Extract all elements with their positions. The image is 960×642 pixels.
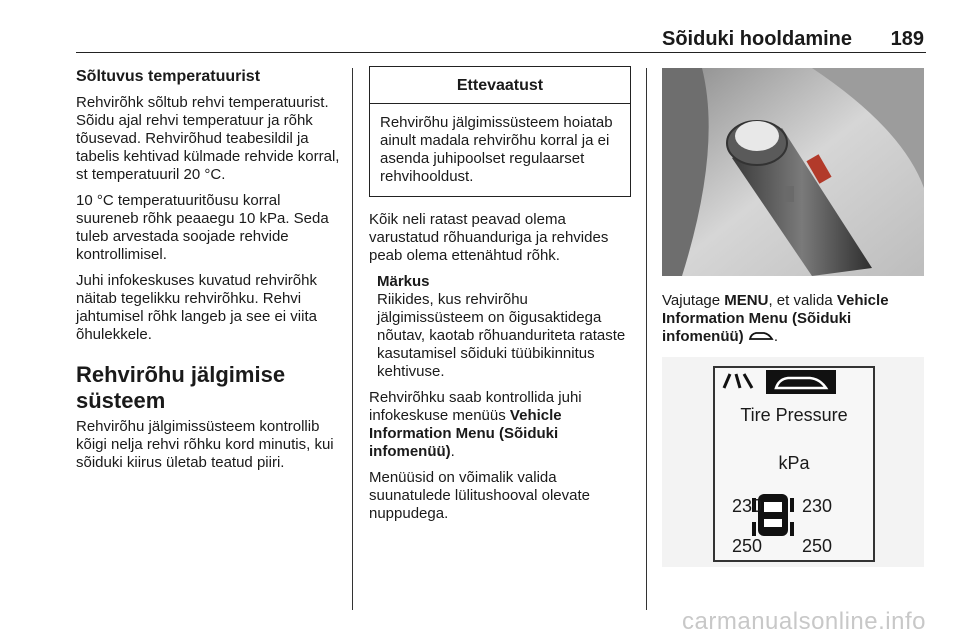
front-right-pressure: 230 <box>802 496 833 516</box>
stalk-switch-photo <box>662 68 924 276</box>
header-rule <box>76 52 926 53</box>
paragraph: Rehvirõhk sõltub rehvi temperatuurist. Sõidu ajal rehvi temperatuur ja rõhk tõusevad. Rehvirõhud teabesildil ja tabelis kehtivad külmade rehvide korral, st temperatuuril 20 °C. <box>76 94 340 183</box>
rear-left-pressure: 250 <box>732 536 763 556</box>
warning-box <box>369 66 631 197</box>
note-body: Riikides, kus rehvirõhu jälgimissüsteem on õigusaktidega nõutav, kaotab rõhuanduriteta rataste kasutamisel sõiduki tüübikinnitus kehtivuse. <box>377 291 626 380</box>
column-divider <box>352 68 353 610</box>
column-3-text <box>662 292 926 354</box>
tire-pressure-display <box>662 357 924 567</box>
note-title: Märkus <box>377 273 430 290</box>
text: Vajutage <box>662 292 725 309</box>
section-heading-temperature: Sõltuvus temperatuurist <box>76 68 261 85</box>
display-title: Tire Pressure <box>740 405 848 425</box>
paragraph <box>662 292 926 346</box>
section-heading-tpms: Rehvirõhu jälgimise süsteem <box>76 362 286 413</box>
page-number: 189 <box>890 28 924 50</box>
column-divider <box>646 68 647 610</box>
text: , et valida <box>768 292 837 309</box>
front-left-pressure: 230 <box>732 496 763 516</box>
rear-right-pressure: 250 <box>802 536 833 556</box>
column-1 <box>76 68 342 480</box>
watermark: carmanualsonline.info <box>682 608 926 635</box>
warning-title: Ettevaatust <box>370 67 630 104</box>
column-2 <box>369 66 631 531</box>
paragraph <box>369 389 631 461</box>
text: . <box>773 328 778 345</box>
header-title: Sõiduki hooldamine <box>661 28 852 50</box>
text: Rehvirõhku saab kontrollida juhi infokeskuse menüüs <box>369 389 582 424</box>
note-box <box>369 273 631 381</box>
paragraph: Kõik neli ratast peavad olema varustatud rõhuanduriga ja rehvides peab olema ettenähtud rõhk. <box>369 211 609 264</box>
car-icon <box>748 328 774 345</box>
menu-name: Vehicle Information Menu (Sõiduki infomenüü) <box>369 407 562 460</box>
menu-name: Vehicle Information Menu (Sõiduki infomenüü) <box>662 292 889 345</box>
warning-body: Rehvirõhu jälgimissüsteem hoiatab ainult madala rehvirõhu korral ja ei asenda juhipoolset regulaarset rehvihooldust. <box>380 114 613 185</box>
paragraph: Menüüsid on võimalik valida suunatulede lülitushooval olevate nuppudega. <box>369 469 590 522</box>
paragraph: Rehvirõhu jälgimissüsteem kontrollib kõigi nelja rehvi rõhku kord minutis, kui sõiduki kiirus ületab teatud piiri. <box>76 418 334 471</box>
menu-button-label: MENU <box>724 292 769 309</box>
paragraph: Juhi infokeskuses kuvatud rehvirõhk näitab tegelikku rehvirõhku. Rehvi jahtumisel rõhk langeb ja see ei viita õhulekkele. <box>76 272 317 343</box>
text: . <box>450 443 455 460</box>
display-unit: kPa <box>778 453 810 473</box>
paragraph: 10 °C temperatuuritõusu korral suureneb rõhk peaaegu 10 kPa. Seda tuleb arvestada soojade rehvide kontrollimisel. <box>76 192 329 263</box>
